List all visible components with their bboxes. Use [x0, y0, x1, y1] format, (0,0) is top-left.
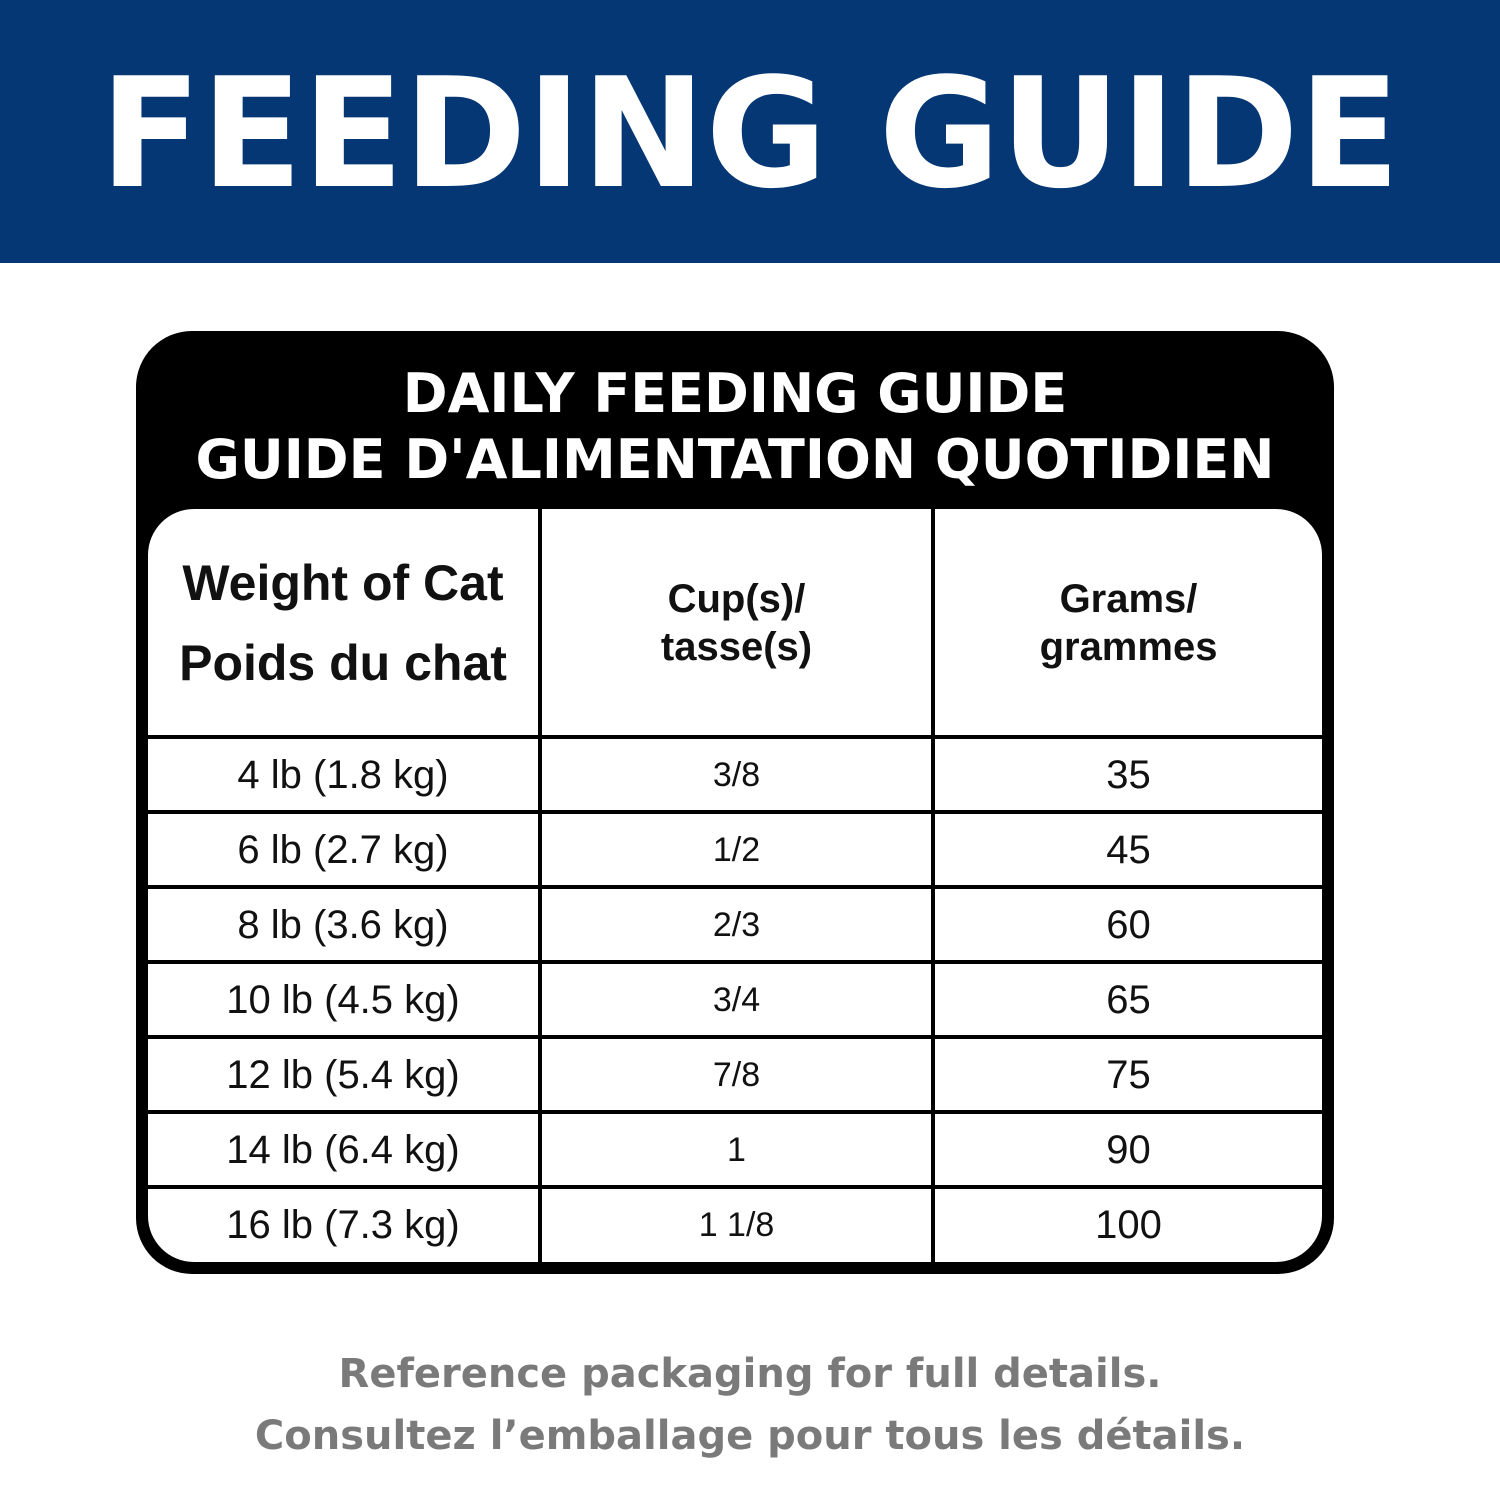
cell-weight: 6 lb (2.7 kg) [237, 827, 449, 872]
header-weight-fr: Poids du chat [179, 635, 507, 691]
cell-weight: 8 lb (3.6 kg) [237, 902, 449, 947]
card-title [136, 361, 1334, 493]
cell-grams: 45 [1106, 827, 1151, 872]
header-cups-en: Cup(s)/ [667, 577, 806, 621]
header-cups-fr: tasse(s) [660, 625, 813, 669]
cell-weight: 4 lb (1.8 kg) [237, 752, 449, 797]
header-weight [148, 509, 538, 737]
header-weight-en: Weight of Cat [182, 555, 504, 611]
feeding-table [148, 509, 1322, 1262]
footer-note-english: Reference packaging for full details. [338, 1351, 1162, 1397]
card-title-english: DAILY FEEDING GUIDE [402, 362, 1068, 425]
cell-weight: 14 lb (6.4 kg) [226, 1127, 460, 1172]
cell-grams: 100 [1095, 1202, 1162, 1247]
cell-grams: 90 [1106, 1127, 1151, 1172]
footer-note-french: Consultez l’emballage pour tous les détails. [254, 1413, 1246, 1459]
cell-cups: 3/8 [712, 755, 761, 794]
cell-weight: 16 lb (7.3 kg) [226, 1202, 460, 1247]
cell-cups: 1 [727, 1130, 746, 1169]
card-title-french: GUIDE D'ALIMENTATION QUOTIDIEN [195, 428, 1275, 491]
header-grams [935, 509, 1322, 737]
footer-note [0, 1343, 1500, 1467]
header-banner [0, 0, 1500, 263]
header-grams-fr: grammes [1039, 625, 1218, 669]
cell-cups: 3/4 [712, 980, 761, 1019]
cell-grams: 60 [1106, 902, 1151, 947]
cell-cups: 1 1/8 [698, 1205, 775, 1244]
cell-cups: 1/2 [712, 830, 761, 869]
cell-grams: 35 [1106, 752, 1151, 797]
cell-cups: 7/8 [712, 1055, 761, 1094]
cell-cups: 2/3 [712, 905, 761, 944]
page-title: FEEDING GUIDE [100, 44, 1400, 222]
cell-weight: 10 lb (4.5 kg) [226, 977, 460, 1022]
feeding-guide-card [136, 331, 1334, 1274]
header-cups [542, 509, 931, 737]
cell-grams: 65 [1106, 977, 1151, 1022]
cell-grams: 75 [1106, 1052, 1151, 1097]
cell-weight: 12 lb (5.4 kg) [226, 1052, 460, 1097]
header-grams-en: Grams/ [1059, 577, 1198, 621]
